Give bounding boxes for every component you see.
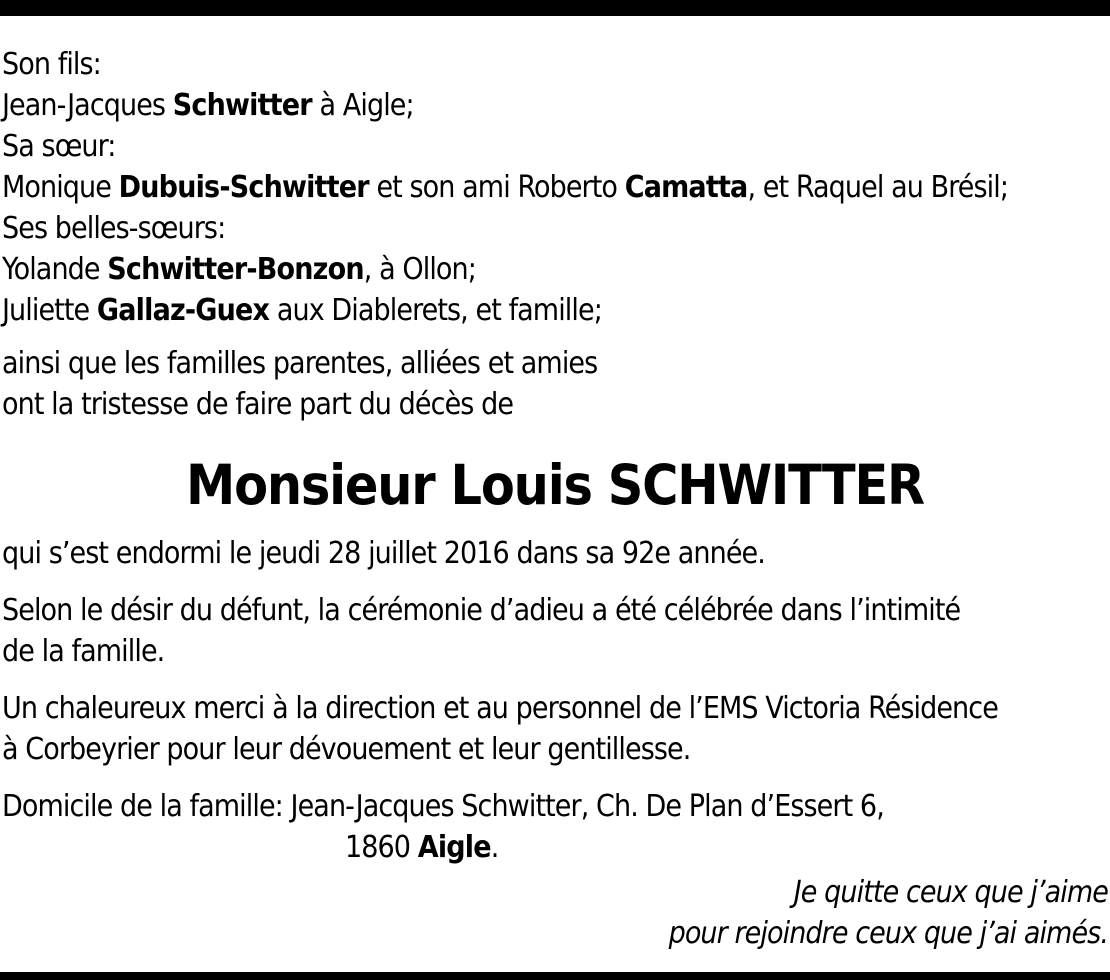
bottom-border-rule <box>0 972 1110 980</box>
member-firstname: Jean-Jacques <box>2 88 173 123</box>
member-location: aux Diablerets, et famille; <box>269 293 602 328</box>
closing-verse <box>669 872 1108 954</box>
thanks-line-1: Un chaleureux merci à la direction et au personnel de l’EMS Victoria Résidence <box>2 691 998 726</box>
ceremony-line-1: Selon le désir du défunt, la cérémonie d’adieu a été célébrée dans l’intimité <box>2 593 961 628</box>
member-surname: Schwitter-Bonzon <box>107 252 364 287</box>
domicile-end: . <box>490 830 499 865</box>
deceased-name-heading: Monsieur Louis SCHWITTER <box>186 453 924 517</box>
top-border-rule <box>0 0 1110 16</box>
family-member-sister-in-law-2 <box>2 290 1108 331</box>
domicile-city: Aigle <box>417 830 491 865</box>
family-member-sister-in-law-1 <box>2 249 1108 290</box>
thanks-line-2: à Corbeyrier pour leur dévouement et leur gentillesse. <box>2 732 691 767</box>
announcement-line-2: ont la tristesse de faire part du décès de <box>2 387 514 422</box>
member-surname: Dubuis-Schwitter <box>118 170 369 205</box>
member-location: à Aigle; <box>311 88 414 123</box>
ceremony-line-2: de la famille. <box>2 634 165 669</box>
obituary-body <box>2 44 1108 868</box>
member-companion-text: et son ami Roberto <box>368 170 625 205</box>
family-heading-son: Son fils: <box>2 47 101 82</box>
member-location: , à Ollon; <box>363 252 476 287</box>
domicile-postcode: 1860 <box>345 830 418 865</box>
member-surname: Schwitter <box>172 88 312 123</box>
verse-line-1: Je quitte ceux que j’aime <box>793 875 1108 910</box>
member-firstname: Yolande <box>2 252 108 287</box>
domicile-line-2 <box>2 827 1108 868</box>
announcement-line-1: ainsi que les familles parentes, alliées et amies <box>2 346 598 381</box>
death-notice-text: qui s’est endormi le jeudi 28 juillet 2016 dans sa 92e année. <box>2 536 765 571</box>
member-companion-surname: Camatta <box>624 170 748 205</box>
family-member-sister <box>2 167 1108 208</box>
family-heading-sisters-in-law: Ses belles-sœurs: <box>2 211 226 246</box>
member-surname: Gallaz-Guex <box>96 293 270 328</box>
member-firstname: Juliette <box>2 293 97 328</box>
domicile-line-1: Domicile de la famille: Jean-Jacques Schwitter, Ch. De Plan d’Essert 6, <box>2 789 884 824</box>
family-heading-sister: Sa sœur: <box>2 129 116 164</box>
verse-line-2: pour rejoindre ceux que j’ai aimés. <box>668 916 1108 951</box>
family-member-son <box>2 85 1108 126</box>
member-location: , et Raquel au Brésil; <box>747 170 1009 205</box>
member-firstname: Monique <box>2 170 119 205</box>
